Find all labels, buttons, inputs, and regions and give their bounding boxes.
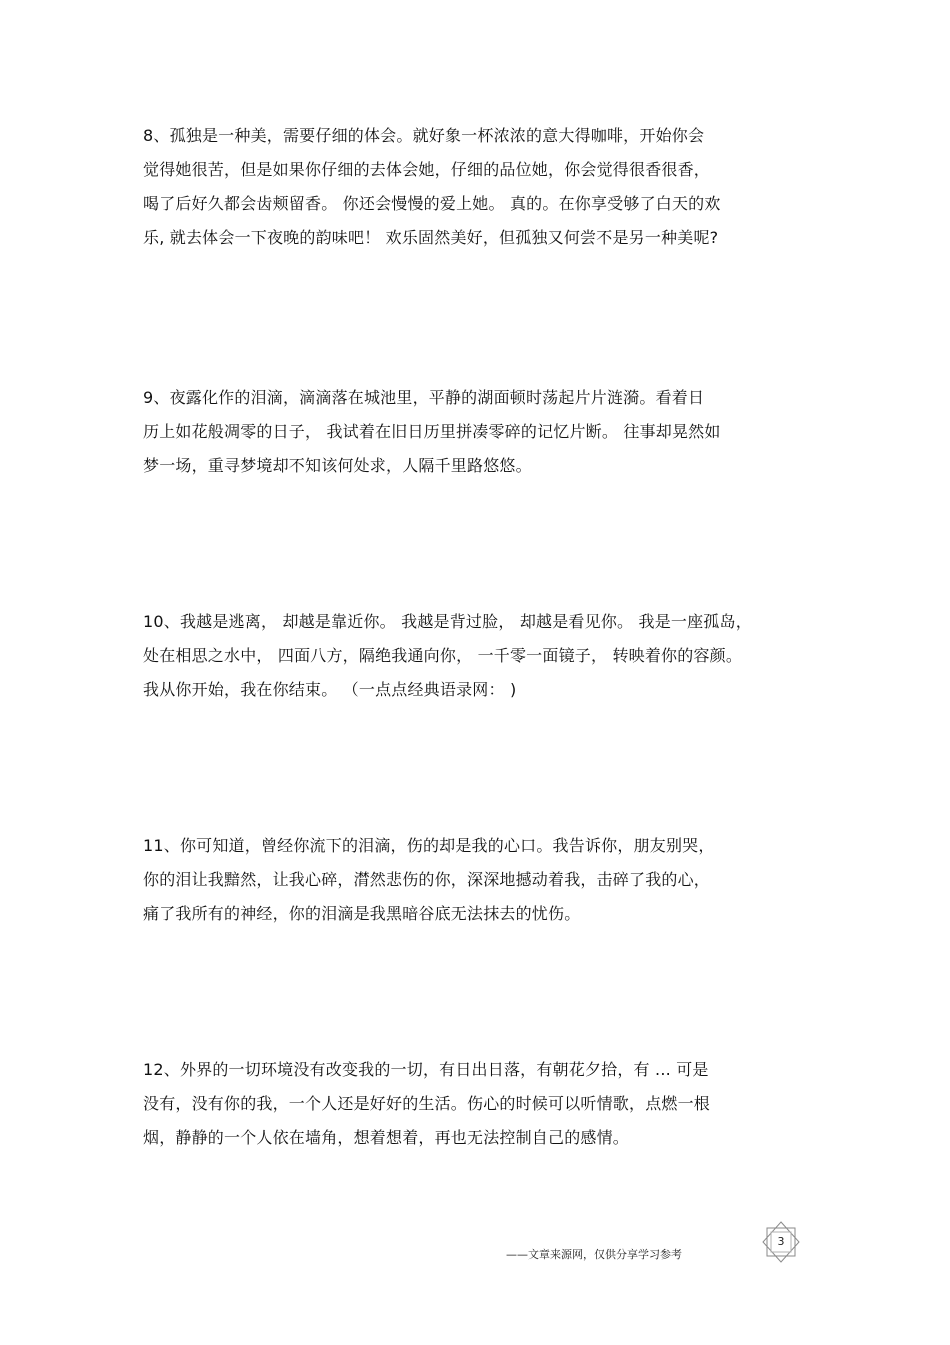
- paragraph-line: 10、我越是逃离， 却越是靠近你。 我越是背过脸， 却越是看见你。 我是一座孤岛，: [143, 612, 752, 631]
- paragraph-line: 你的泪让我黯然，让我心碎，潸然悲伤的你，深深地撼动着我，击碎了我的心，: [143, 870, 711, 889]
- paragraph-10: [143, 605, 813, 707]
- footer-source-note: ——文章来源网，仅供分享学习参考: [506, 1248, 682, 1261]
- paragraph-line: 9、夜露化作的泪滴，滴滴落在城池里，平静的湖面顿时荡起片片涟漪。看着日: [143, 388, 705, 407]
- page-number-badge: [757, 1220, 805, 1264]
- paragraph-line: 处在相思之水中， 四面八方，隔绝我通向你， 一千零一面镜子， 转映着你的容颜。: [143, 646, 743, 665]
- paragraph-line: 12、外界的一切环境没有改变我的一切，有日出日落，有朝花夕拾，有 ... 可是: [143, 1060, 709, 1079]
- paragraph-8: [143, 119, 813, 255]
- paragraph-line: 乐, 就去体会一下夜晚的韵味吧！ 欢乐固然美好，但孤独又何尝不是另一种美呢?: [143, 228, 719, 247]
- paragraph-line: 历上如花般凋零的日子， 我试着在旧日历里拼凑零碎的记忆片断。 往事却晃然如: [143, 422, 721, 441]
- paragraph-line: 我从你开始，我在你结束。 （一点点经典语录网： ): [143, 680, 517, 699]
- paragraph-line: 梦一场，重寻梦境却不知该何处求，人隔千里路悠悠。: [143, 456, 532, 475]
- paragraph-line: 8、孤独是一种美，需要仔细的体会。就好象一杯浓浓的意大得咖啡，开始你会: [143, 126, 705, 145]
- paragraph-line: 喝了后好久都会齿颊留香。 你还会慢慢的爱上她。 真的。在你享受够了白天的欢: [143, 194, 721, 213]
- paragraph-11: [143, 829, 813, 931]
- paragraph-line: 觉得她很苦，但是如果你仔细的去体会她，仔细的品位她，你会觉得很香很香，: [143, 160, 711, 179]
- paragraph-12: [143, 1053, 813, 1155]
- paragraph-line: 11、你可知道，曾经你流下的泪滴，伤的却是我的心口。我告诉你，朋友别哭，: [143, 836, 715, 855]
- paragraph-line: 没有，没有你的我，一个人还是好好的生活。伤心的时候可以听情歌，点燃一根: [143, 1094, 711, 1113]
- paragraph-line: 烟，静静的一个人依在墙角，想着想着，再也无法控制自己的感情。: [143, 1128, 630, 1147]
- page-number: 3: [777, 1235, 785, 1248]
- paragraph-9: [143, 381, 813, 483]
- paragraph-line: 痛了我所有的神经，你的泪滴是我黑暗谷底无法抹去的忧伤。: [143, 904, 581, 923]
